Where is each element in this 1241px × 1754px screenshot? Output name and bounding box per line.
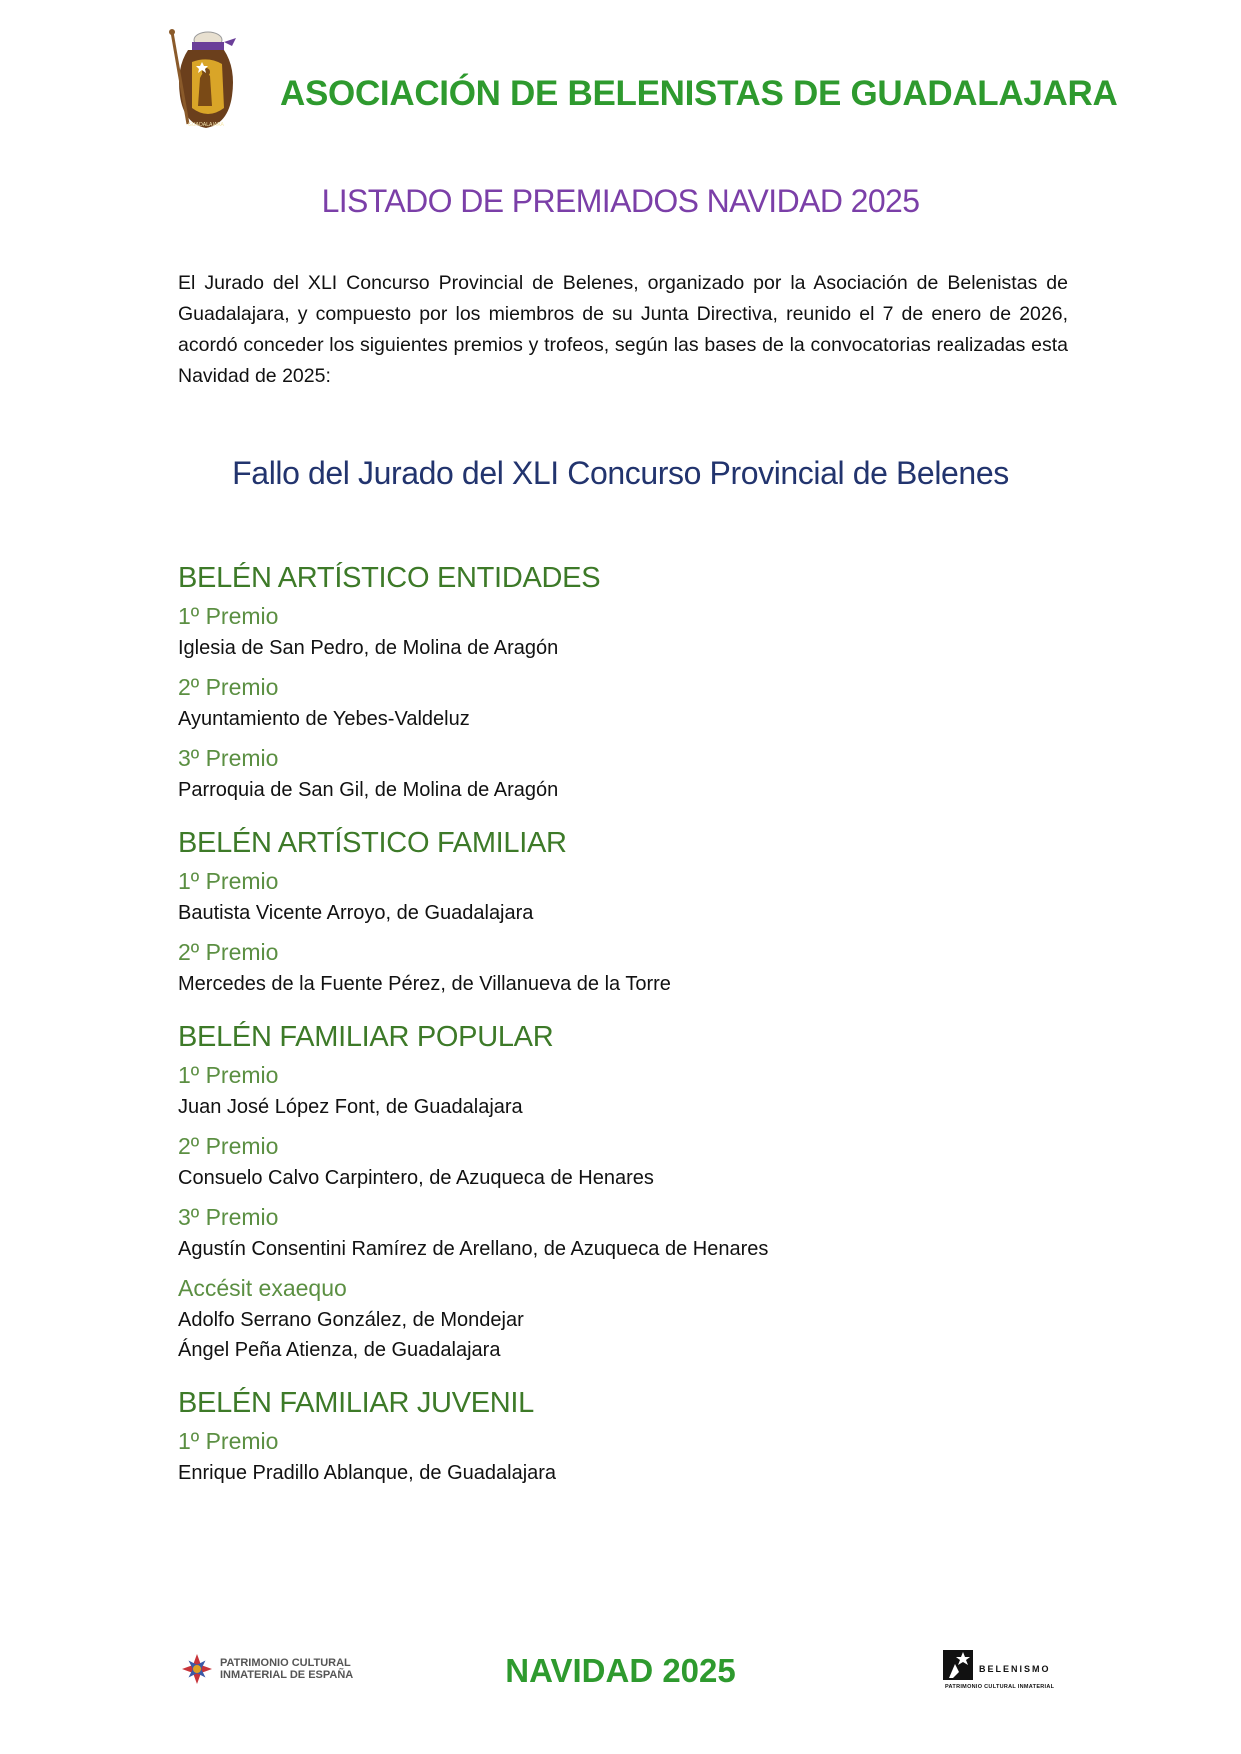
prize-label: 2º Premio [178,1133,279,1159]
belenismo-subtitle: PATRIMONIO CULTURAL INMATERIAL [945,1684,1055,1690]
category-belen-artistico-entidades [178,557,1068,805]
logo-text: GUADALAJARA [188,122,224,128]
prize-label: 1º Premio [178,1062,279,1088]
footer-title: NAVIDAD 2025 [505,1652,736,1689]
pci-line-1: PATRIMONIO CULTURAL [220,1657,351,1669]
category-belen-artistico-familiar [178,822,1068,999]
category-title: BELÉN ARTÍSTICO ENTIDADES [178,562,601,594]
prize-label: Accésit exaequo [178,1275,347,1301]
pci-line-2: INMATERIAL DE ESPAÑA [220,1669,354,1681]
prize-item [178,1058,1068,1122]
winner-name: Juan José López Font, de Guadalajara [178,1096,523,1118]
prize-label: 3º Premio [178,1204,279,1230]
prize-label: 1º Premio [178,1428,279,1454]
prize-item [178,1129,1068,1193]
jury-title: Fallo del Jurado del XLI Concurso Provincial de Belenes [232,455,1009,491]
association-logo [166,28,244,134]
winner-name: Parroquia de San Gil, de Molina de Aragón [178,779,559,801]
prize-item [178,599,1068,663]
winner-name: Agustín Consentini Ramírez de Arellano, de Azuqueca de Henares [178,1238,769,1260]
prize-item [178,935,1068,999]
prize-label: 2º Premio [178,674,279,700]
category-belen-familiar-popular [178,1016,1068,1365]
category-title: BELÉN FAMILIAR POPULAR [178,1021,554,1053]
winner-name: Enrique Pradillo Ablanque, de Guadalajara [178,1462,557,1484]
winner-name: Iglesia de San Pedro, de Molina de Aragón [178,637,559,659]
prize-label: 2º Premio [178,939,279,965]
document-title: LISTADO DE PREMIADOS NAVIDAD 2025 [321,183,920,219]
prize-item [178,1200,1068,1264]
winner-name: Ayuntamiento de Yebes-Valdeluz [178,708,470,730]
prize-item [178,670,1068,734]
prize-label: 3º Premio [178,745,279,771]
awards-list [178,557,1068,1488]
prize-item [178,864,1068,928]
category-belen-familiar-juvenil [178,1382,1068,1488]
category-title: BELÉN ARTÍSTICO FAMILIAR [178,827,567,859]
winner-name: Mercedes de la Fuente Pérez, de Villanueva de la Torre [178,973,671,995]
prize-item [178,1271,1068,1365]
intro-paragraph: El Jurado del XLI Concurso Provincial de Belenes, organizado por la Asociación de Belenistas de Guadalajara, y compuesto por los miembros de su Junta Directiva, reunido el 7 de enero de 2026, acordó conceder los siguientes premios y trofeos, según las bases de la convocatorias realizadas esta Navidad de 2025: [178,272,1068,387]
winner-name: Ángel Peña Atienza, de Guadalajara [178,1339,501,1361]
prize-label: 1º Premio [178,603,279,629]
organization-name: ASOCIACIÓN DE BELENISTAS DE GUADALAJARA [280,74,1118,113]
prize-label: 1º Premio [178,868,279,894]
prize-item [178,1424,1068,1488]
winner-name: Adolfo Serrano González, de Mondejar [178,1309,524,1331]
belenismo-logo [941,1646,1061,1694]
winner-name: Consuelo Calvo Carpintero, de Azuqueca de Henares [178,1167,654,1189]
belenismo-figure-icon [941,1646,977,1684]
prize-item [178,741,1068,805]
category-title: BELÉN FAMILIAR JUVENIL [178,1387,535,1419]
winner-name: Bautista Vicente Arroyo, de Guadalajara [178,902,534,924]
belenismo-title: BELENISMO [979,1664,1051,1674]
